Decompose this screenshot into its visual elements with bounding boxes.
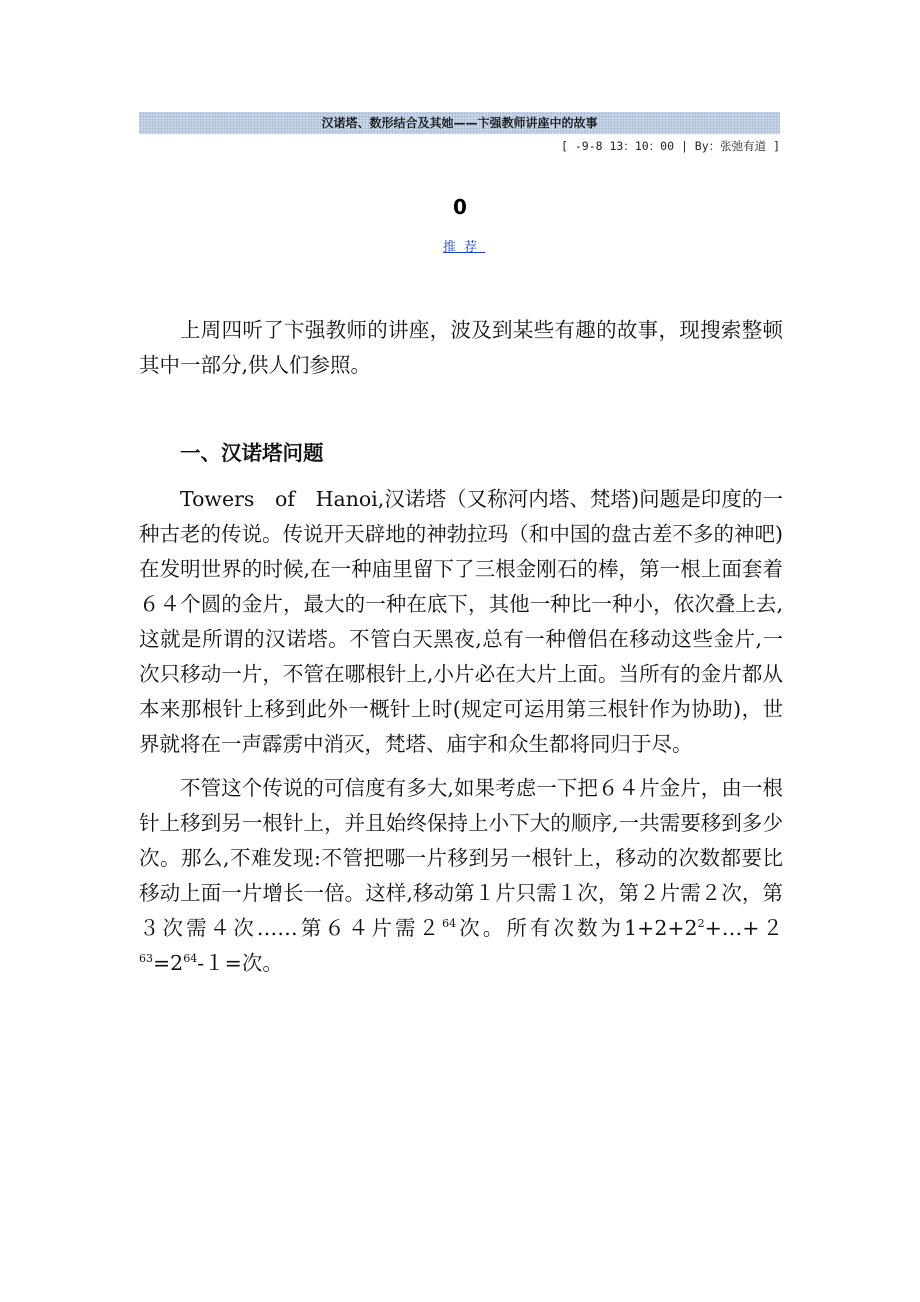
article-title-bar	[139, 112, 780, 134]
para2-mid2: +…+２	[704, 916, 784, 940]
para2-mid3: =2	[153, 951, 184, 975]
exponent-63: 63	[139, 952, 153, 965]
exponent-64b: 64	[183, 952, 198, 965]
recommend-link[interactable]: 推荐	[442, 240, 485, 255]
recommend-count: 0	[453, 195, 467, 219]
exponent-64a: 64	[442, 917, 457, 930]
article-body	[139, 313, 783, 990]
post-meta: [ -9-8 13：10：00 | By：张弛有道 ]	[561, 139, 780, 153]
hanoi-count-paragraph	[139, 771, 783, 981]
para2-end: -１=次。	[197, 951, 283, 975]
hanoi-legend-paragraph: Towers of Hanoi,汉诺塔（又称河内塔、梵塔)问题是印度的一种古老的传说。传说开天辟地的神勃拉玛（和中国的盘古差不多的神吧)在发明世界的时候,在一种庙里留下了三根金刚石的棒，第一根上面套着６４个圆的金片，最大的一种在底下，其他一种比一种小，依次叠上去,这就是所谓的汉诺塔。不管白天黑夜,总有一种僧侣在移动这些金片,一次只移动一片，不管在哪根针上,小片必在大片上面。当所有的金片都从本来那根针上移到此外一概针上时(规定可运用第三根针作为协助)，世界就将在一声霹雳中消灭，梵塔、庙宇和众生都将同归于尽。	[139, 487, 783, 756]
para2-text: 不管这个传说的可信度有多大,如果考虑一下把６４片金片，由一根针上移到另一根针上，并且始终保持上小下大的顺序,一共需要移到多少次。那么,不难发现:不管把哪一片移到另一根针上，移动的次数都要比移动上面一片增长一倍。这样,移动第１片只需１次，第２片需２次，第３次需４次……第６４片需２	[139, 776, 783, 940]
recommend-row	[0, 236, 920, 255]
section-heading-hanoi: 一、汉诺塔问题	[180, 441, 324, 465]
intro-paragraph: 上周四听了卞强教师的讲座，波及到某些有趣的故事，现搜索整顿其中一部分,供人们参照。	[139, 318, 783, 377]
article-title: 汉诺塔、数形结合及其她——卞强教师讲座中的故事	[321, 116, 598, 130]
exponent-2: 2	[697, 917, 705, 930]
para2-mid1: 次。所有次数为1+2+2	[456, 916, 698, 940]
